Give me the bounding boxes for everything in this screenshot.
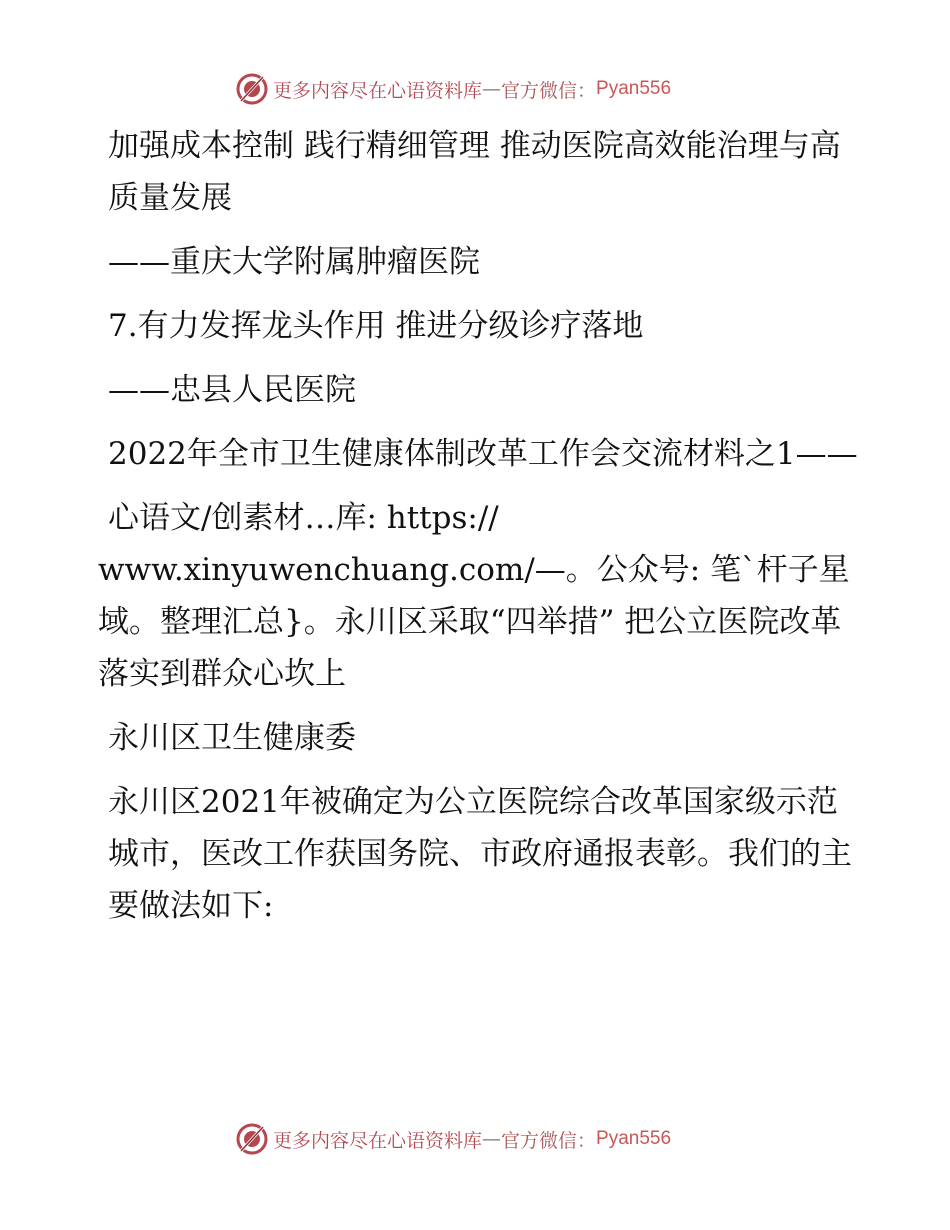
banner-separator: — xyxy=(482,78,502,100)
quill-seal-icon xyxy=(235,72,269,106)
paragraph: 心语文/创素材…库: https:// xyxy=(108,500,499,536)
paragraph: 永川区卫生健康委 xyxy=(108,720,356,756)
paragraph: 7.有力发挥龙头作用 推进分级诊疗落地 xyxy=(108,308,644,344)
banner-wechat-label: 官方微信： xyxy=(501,1129,597,1152)
quill-seal-icon xyxy=(235,1122,269,1156)
paragraph: www.xinyuwenchuang.com/—。公众号: 笔`杆子星域。整理汇总}。永川区采取“四举措” 把公立医院改革落实到群众心坎上 xyxy=(98,552,850,692)
paragraph: ——忠县人民医院 xyxy=(108,372,356,408)
footer-watermark-banner xyxy=(235,1121,715,1157)
header-watermark-banner xyxy=(235,71,715,107)
banner-site-text: 更多内容尽在心语资料库 xyxy=(273,1129,483,1152)
paragraph: 2022年全市卫生健康体制改革工作会交流材料之1—— xyxy=(108,436,858,472)
paragraph: 永川区2021年被确定为公立医院综合改革国家级示范城市，医改工作获国务院、市政府通报表彰。我们的主要做法如下: xyxy=(108,784,852,924)
banner-wechat-id: Pyan556 xyxy=(596,78,672,99)
paragraph: 加强成本控制 践行精细管理 推动医院高效能治理与高质量发展 xyxy=(108,128,841,216)
paragraph: ——重庆大学附属肿瘤医院 xyxy=(108,244,480,280)
banner-wechat-id: Pyan556 xyxy=(596,1128,672,1149)
document-body xyxy=(98,120,858,944)
banner-separator: — xyxy=(482,1128,502,1150)
banner-site-text: 更多内容尽在心语资料库 xyxy=(273,79,483,102)
banner-wechat-label: 官方微信： xyxy=(501,79,597,102)
